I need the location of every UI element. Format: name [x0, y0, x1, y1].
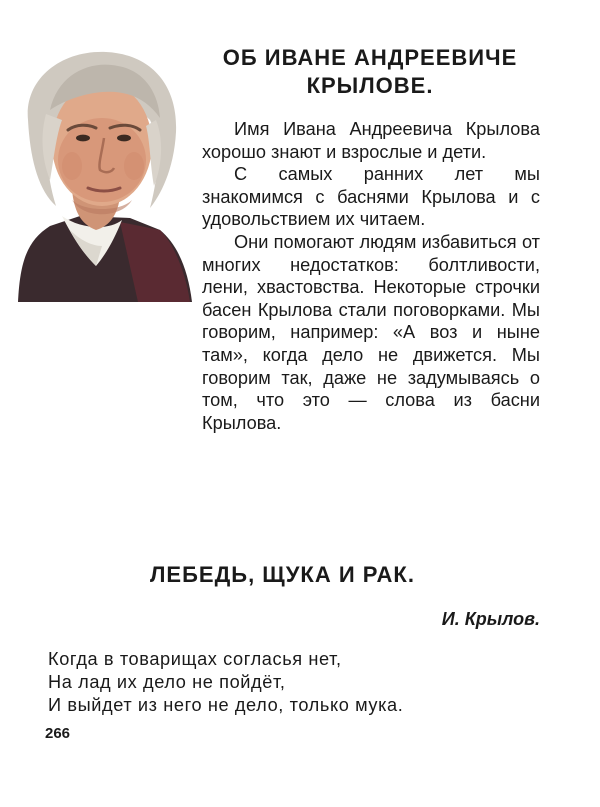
fable-verse [48, 648, 403, 716]
page-number: 266 [45, 725, 71, 742]
bio-paragraph: Имя Ивана Андреевича Крылова хорошо знают и взрослые и дети. [202, 119, 540, 162]
krylov-portrait [10, 40, 192, 302]
verse-line: Когда в товарищах согласья нет, [48, 649, 342, 669]
bio-title: ОБ ИВАНЕ АНДРЕЕВИЧЕ КРЫЛОВЕ. [222, 45, 518, 98]
bio-paragraph: Они помогают людям избавиться от многих недостатков: болтливости, лени, хвастовства. Некоторые строчки басен Крылова стали поговорками. Мы говорим, например: «А воз и ныне там», когда дело не движется. Мы говорим так, даже не задумываясь о том, что это — слова из басни Крылова. [202, 231, 540, 433]
bio-text [202, 118, 540, 434]
fable-author: И. Крылов. [441, 609, 540, 629]
fable-title: ЛЕБЕДЬ, ЩУКА И РАК. [150, 562, 415, 587]
verse-line: На лад их дело не пойдёт, [48, 671, 286, 692]
bio-paragraph: С самых ранних лет мы знакомимся с баснями Крылова и с удовольствием их читаем. [202, 164, 540, 230]
verse-line: И выйдет из него не дело, только мука. [48, 694, 404, 715]
